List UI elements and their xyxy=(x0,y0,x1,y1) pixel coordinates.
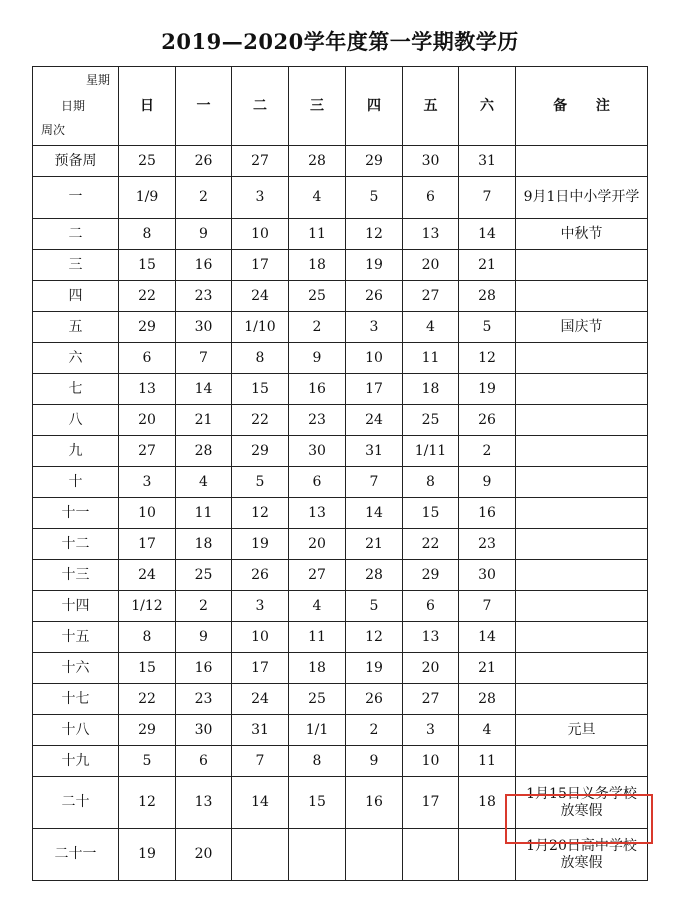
date-cell: 3 xyxy=(119,467,176,498)
note-cell xyxy=(516,746,648,777)
date-cell: 17 xyxy=(119,529,176,560)
header-tuesday: 二 xyxy=(232,67,289,146)
note-cell: 9月1日中小学开学 xyxy=(516,177,648,219)
week-number-cell: 二十 xyxy=(33,777,119,829)
date-cell: 11 xyxy=(403,343,459,374)
date-cell: 23 xyxy=(459,529,516,560)
date-cell: 7 xyxy=(459,177,516,219)
date-cell: 13 xyxy=(176,777,232,829)
date-cell: 10 xyxy=(232,219,289,250)
date-cell: 24 xyxy=(232,281,289,312)
date-cell: 5 xyxy=(346,591,403,622)
date-cell: 26 xyxy=(176,146,232,177)
date-cell: 2 xyxy=(176,177,232,219)
week-row xyxy=(33,146,648,177)
date-cell: 9 xyxy=(176,622,232,653)
date-cell: 1/9 xyxy=(119,177,176,219)
header-row xyxy=(33,67,648,146)
week-row xyxy=(33,312,648,343)
date-cell: 3 xyxy=(232,591,289,622)
date-cell: 11 xyxy=(176,498,232,529)
week-number-cell: 十六 xyxy=(33,653,119,684)
date-cell: 26 xyxy=(459,405,516,436)
date-cell: 30 xyxy=(289,436,346,467)
date-cell: 20 xyxy=(176,829,232,881)
date-cell: 24 xyxy=(232,684,289,715)
note-cell xyxy=(516,146,648,177)
date-cell: 25 xyxy=(289,684,346,715)
date-cell: 13 xyxy=(289,498,346,529)
week-number-cell: 十三 xyxy=(33,560,119,591)
date-cell: 19 xyxy=(346,250,403,281)
date-cell: 30 xyxy=(176,312,232,343)
week-number-cell: 三 xyxy=(33,250,119,281)
date-cell: 29 xyxy=(119,715,176,746)
date-cell: 28 xyxy=(459,684,516,715)
week-row xyxy=(33,653,648,684)
date-cell: 16 xyxy=(176,250,232,281)
date-cell: 27 xyxy=(403,281,459,312)
date-cell: 31 xyxy=(232,715,289,746)
week-row xyxy=(33,529,648,560)
date-cell: 11 xyxy=(289,219,346,250)
date-cell: 16 xyxy=(346,777,403,829)
week-number-cell: 十 xyxy=(33,467,119,498)
note-cell: 1月15日义务学校放寒假 xyxy=(516,777,648,829)
date-cell: 12 xyxy=(346,622,403,653)
date-cell: 8 xyxy=(232,343,289,374)
date-cell: 16 xyxy=(459,498,516,529)
header-friday: 五 xyxy=(403,67,459,146)
date-cell: 16 xyxy=(289,374,346,405)
date-cell: 3 xyxy=(232,177,289,219)
note-cell xyxy=(516,622,648,653)
date-cell: 30 xyxy=(459,560,516,591)
date-cell: 19 xyxy=(459,374,516,405)
note-cell xyxy=(516,498,648,529)
date-cell: 26 xyxy=(232,560,289,591)
date-cell: 6 xyxy=(403,177,459,219)
header-saturday: 六 xyxy=(459,67,516,146)
date-cell: 28 xyxy=(459,281,516,312)
date-cell: 9 xyxy=(289,343,346,374)
week-row xyxy=(33,250,648,281)
date-cell: 17 xyxy=(232,653,289,684)
date-cell: 26 xyxy=(346,281,403,312)
date-cell: 15 xyxy=(119,250,176,281)
note-cell xyxy=(516,591,648,622)
note-cell xyxy=(516,684,648,715)
date-cell xyxy=(346,829,403,881)
date-cell: 28 xyxy=(176,436,232,467)
note-cell xyxy=(516,374,648,405)
date-cell: 8 xyxy=(289,746,346,777)
week-number-cell: 二十一 xyxy=(33,829,119,881)
date-cell: 7 xyxy=(459,591,516,622)
date-cell: 6 xyxy=(289,467,346,498)
week-row xyxy=(33,436,648,467)
note-cell: 中秋节 xyxy=(516,219,648,250)
date-cell: 5 xyxy=(459,312,516,343)
date-cell xyxy=(403,829,459,881)
week-row xyxy=(33,219,648,250)
date-cell: 3 xyxy=(403,715,459,746)
date-cell: 18 xyxy=(459,777,516,829)
date-cell: 10 xyxy=(232,622,289,653)
week-number-cell: 二 xyxy=(33,219,119,250)
date-cell: 12 xyxy=(232,498,289,529)
date-cell: 6 xyxy=(119,343,176,374)
week-number-cell: 十五 xyxy=(33,622,119,653)
week-row xyxy=(33,467,648,498)
week-row xyxy=(33,498,648,529)
date-cell: 9 xyxy=(176,219,232,250)
date-cell: 10 xyxy=(346,343,403,374)
week-number-cell: 十九 xyxy=(33,746,119,777)
date-cell: 22 xyxy=(232,405,289,436)
date-cell: 14 xyxy=(346,498,403,529)
note-cell xyxy=(516,467,648,498)
date-cell: 15 xyxy=(403,498,459,529)
week-row xyxy=(33,177,648,219)
week-row xyxy=(33,684,648,715)
date-cell: 23 xyxy=(176,684,232,715)
date-cell: 18 xyxy=(176,529,232,560)
date-cell: 12 xyxy=(119,777,176,829)
date-cell: 21 xyxy=(459,653,516,684)
date-cell: 23 xyxy=(176,281,232,312)
note-cell: 国庆节 xyxy=(516,312,648,343)
week-row xyxy=(33,715,648,746)
date-cell: 2 xyxy=(346,715,403,746)
date-cell: 1/11 xyxy=(403,436,459,467)
date-cell: 20 xyxy=(289,529,346,560)
week-number-cell: 六 xyxy=(33,343,119,374)
date-cell: 5 xyxy=(232,467,289,498)
date-cell: 22 xyxy=(403,529,459,560)
header-thursday: 四 xyxy=(346,67,403,146)
date-cell: 21 xyxy=(346,529,403,560)
date-cell: 20 xyxy=(403,250,459,281)
date-cell: 13 xyxy=(403,622,459,653)
date-cell: 15 xyxy=(232,374,289,405)
date-cell: 25 xyxy=(289,281,346,312)
week-number-cell: 预备周 xyxy=(33,146,119,177)
date-cell: 2 xyxy=(176,591,232,622)
date-cell: 9 xyxy=(459,467,516,498)
date-cell: 7 xyxy=(232,746,289,777)
date-cell: 13 xyxy=(403,219,459,250)
school-calendar-table xyxy=(32,66,648,881)
note-cell xyxy=(516,529,648,560)
date-cell: 4 xyxy=(289,177,346,219)
date-cell: 27 xyxy=(232,146,289,177)
date-cell: 21 xyxy=(459,250,516,281)
week-number-cell: 九 xyxy=(33,436,119,467)
week-row xyxy=(33,829,648,881)
date-cell: 24 xyxy=(119,560,176,591)
week-row xyxy=(33,405,648,436)
date-cell: 14 xyxy=(176,374,232,405)
header-notes: 备 注 xyxy=(516,67,648,146)
week-number-cell: 七 xyxy=(33,374,119,405)
week-number-cell: 五 xyxy=(33,312,119,343)
date-cell: 22 xyxy=(119,281,176,312)
header-monday: 一 xyxy=(176,67,232,146)
date-cell: 2 xyxy=(459,436,516,467)
week-row xyxy=(33,281,648,312)
date-cell: 20 xyxy=(403,653,459,684)
week-number-cell: 十八 xyxy=(33,715,119,746)
note-cell xyxy=(516,281,648,312)
date-cell: 28 xyxy=(346,560,403,591)
date-cell: 12 xyxy=(459,343,516,374)
date-cell: 14 xyxy=(459,622,516,653)
date-cell: 17 xyxy=(232,250,289,281)
note-cell: 1月20日高中学校放寒假 xyxy=(516,829,648,881)
date-cell: 8 xyxy=(119,219,176,250)
week-number-cell: 八 xyxy=(33,405,119,436)
week-row xyxy=(33,622,648,653)
date-cell: 23 xyxy=(289,405,346,436)
note-cell: 元旦 xyxy=(516,715,648,746)
date-cell: 27 xyxy=(119,436,176,467)
date-cell: 10 xyxy=(119,498,176,529)
date-cell: 14 xyxy=(232,777,289,829)
header-sunday: 日 xyxy=(119,67,176,146)
date-cell: 24 xyxy=(346,405,403,436)
note-cell xyxy=(516,653,648,684)
date-cell: 19 xyxy=(232,529,289,560)
page-title: 2019—2020学年度第一学期教学历 xyxy=(161,29,519,54)
corner-header-cell xyxy=(33,67,119,146)
date-cell: 7 xyxy=(176,343,232,374)
week-row xyxy=(33,374,648,405)
date-cell: 14 xyxy=(459,219,516,250)
date-cell: 4 xyxy=(176,467,232,498)
date-cell: 20 xyxy=(119,405,176,436)
date-cell: 8 xyxy=(403,467,459,498)
week-row xyxy=(33,746,648,777)
date-cell: 1/10 xyxy=(232,312,289,343)
corner-weekday-label: 星期 xyxy=(85,73,110,87)
corner-week-label: 周次 xyxy=(41,123,66,137)
date-cell xyxy=(459,829,516,881)
date-cell: 6 xyxy=(403,591,459,622)
note-cell xyxy=(516,436,648,467)
date-cell: 15 xyxy=(119,653,176,684)
week-number-cell: 一 xyxy=(33,177,119,219)
date-cell: 18 xyxy=(289,250,346,281)
date-cell: 11 xyxy=(289,622,346,653)
header-wednesday: 三 xyxy=(289,67,346,146)
date-cell: 1/1 xyxy=(289,715,346,746)
date-cell: 27 xyxy=(289,560,346,591)
date-cell: 18 xyxy=(289,653,346,684)
date-cell: 1/12 xyxy=(119,591,176,622)
date-cell: 4 xyxy=(289,591,346,622)
date-cell: 13 xyxy=(119,374,176,405)
date-cell xyxy=(289,829,346,881)
week-row xyxy=(33,343,648,374)
week-row xyxy=(33,777,648,829)
date-cell: 5 xyxy=(346,177,403,219)
date-cell: 10 xyxy=(403,746,459,777)
corner-date-label: 日期 xyxy=(61,99,86,113)
date-cell: 3 xyxy=(346,312,403,343)
date-cell: 6 xyxy=(176,746,232,777)
date-cell: 29 xyxy=(119,312,176,343)
date-cell: 9 xyxy=(346,746,403,777)
week-number-cell: 十四 xyxy=(33,591,119,622)
date-cell: 27 xyxy=(403,684,459,715)
week-number-cell: 四 xyxy=(33,281,119,312)
date-cell: 11 xyxy=(459,746,516,777)
note-cell xyxy=(516,250,648,281)
date-cell: 4 xyxy=(403,312,459,343)
date-cell: 17 xyxy=(403,777,459,829)
date-cell: 2 xyxy=(289,312,346,343)
date-cell: 28 xyxy=(289,146,346,177)
week-number-cell: 十一 xyxy=(33,498,119,529)
note-cell xyxy=(516,405,648,436)
week-row xyxy=(33,560,648,591)
note-cell xyxy=(516,560,648,591)
date-cell: 8 xyxy=(119,622,176,653)
date-cell: 31 xyxy=(346,436,403,467)
date-cell: 25 xyxy=(176,560,232,591)
week-row xyxy=(33,591,648,622)
date-cell: 15 xyxy=(289,777,346,829)
date-cell: 19 xyxy=(119,829,176,881)
date-cell xyxy=(232,829,289,881)
week-number-cell: 十七 xyxy=(33,684,119,715)
date-cell: 29 xyxy=(403,560,459,591)
date-cell: 5 xyxy=(119,746,176,777)
note-cell xyxy=(516,343,648,374)
date-cell: 12 xyxy=(346,219,403,250)
date-cell: 16 xyxy=(176,653,232,684)
date-cell: 21 xyxy=(176,405,232,436)
date-cell: 31 xyxy=(459,146,516,177)
date-cell: 26 xyxy=(346,684,403,715)
date-cell: 19 xyxy=(346,653,403,684)
date-cell: 29 xyxy=(346,146,403,177)
date-cell: 4 xyxy=(459,715,516,746)
date-cell: 30 xyxy=(176,715,232,746)
date-cell: 30 xyxy=(403,146,459,177)
date-cell: 25 xyxy=(403,405,459,436)
date-cell: 18 xyxy=(403,374,459,405)
date-cell: 7 xyxy=(346,467,403,498)
date-cell: 22 xyxy=(119,684,176,715)
week-number-cell: 十二 xyxy=(33,529,119,560)
date-cell: 17 xyxy=(346,374,403,405)
date-cell: 29 xyxy=(232,436,289,467)
date-cell: 25 xyxy=(119,146,176,177)
